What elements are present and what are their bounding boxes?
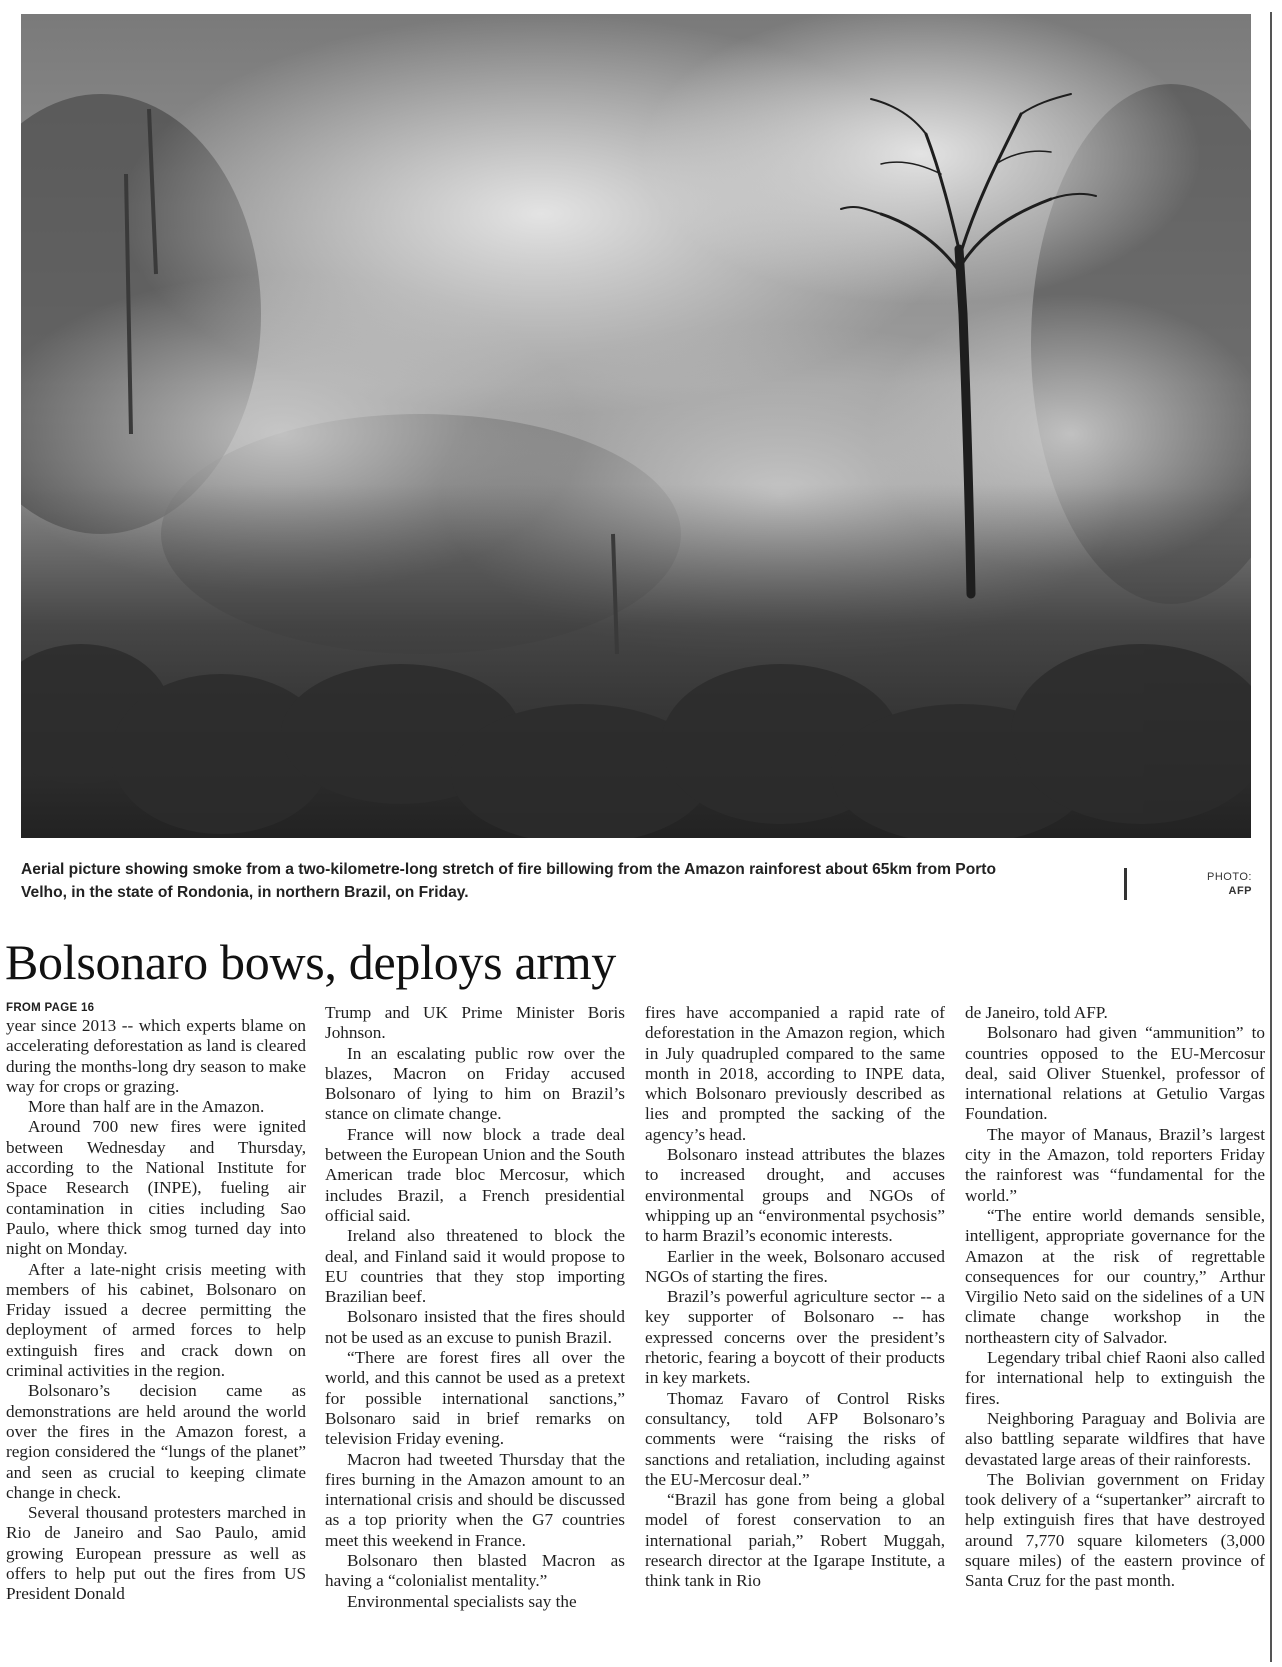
- article-headline: Bolsonaro bows, deploys army: [5, 934, 616, 990]
- paragraph: The mayor of Manaus, Brazil’s largest city in the Amazon, told reporters Friday the rainforest was “fundamental for the world.”: [965, 1124, 1265, 1205]
- article-column-4: [965, 1003, 1265, 1665]
- forest-fire-photo: [21, 14, 1251, 838]
- article-column-1: [6, 1000, 306, 1662]
- photo-credit-source: AFP: [1228, 885, 1252, 897]
- paragraph: Ireland also threatened to block the deal, and Finland said it would propose to EU countries that they stop importing Brazilian beef.: [325, 1226, 625, 1307]
- paragraph: Bolsonaro’s decision came as demonstrations are held around the world over the fires in the Amazon forest, a region considered the “lungs of the planet” and seen as crucial to keeping climate change in check.: [6, 1381, 306, 1502]
- paragraph: Bolsonaro had given “ammunition” to countries opposed to the EU-Mercosur deal, said Oliver Stuenkel, professor of international relations at Getulio Vargas Foundation.: [965, 1023, 1265, 1124]
- paragraph: Bolsonaro insisted that the fires should not be used as an excuse to punish Brazil.: [325, 1307, 625, 1347]
- paragraph: Trump and UK Prime Minister Boris Johnson.: [325, 1003, 625, 1043]
- paragraph: year since 2013 -- which experts blame on accelerating deforestation as land is cleared during the months-long dry season to make way for crops or grazing.: [6, 1016, 306, 1096]
- paragraph: Around 700 new fires were ignited between Wednesday and Thursday, according to the National Institute for Space Research (INPE), fueling air contamination in cities including Sao Paulo, where thick smog turned day into night on Monday.: [6, 1117, 306, 1259]
- paragraph: Thomaz Favaro of Control Risks consultancy, told AFP Bolsonaro’s comments were “raising the risks of sanctions and retaliation, including against the EU-Mercosur deal.”: [645, 1388, 945, 1489]
- photo-credit: [1140, 870, 1252, 898]
- paragraph: Bolsonaro then blasted Macron as having a “colonialist mentality.”: [325, 1551, 625, 1591]
- paragraph: In an escalating public row over the blazes, Macron on Friday accused Bolsonaro of lying to him on Brazil’s stance on climate change.: [325, 1043, 625, 1124]
- jump-line: FROM PAGE 16: [6, 1002, 95, 1014]
- paragraph: France will now block a trade deal between the European Union and the South American trade bloc Mercosur, which includes Brazil, a French presidential official said.: [325, 1124, 625, 1225]
- paragraph: “The entire world demands sensible, intelligent, appropriate governance for the Amazon at the risk of regrettable consequences for our country,” Arthur Virgilio Neto said on the sidelines of a UN climate change workshop in the northeastern city of Salvador.: [965, 1205, 1265, 1347]
- paragraph: Several thousand protesters marched in Rio de Janeiro and Sao Paulo, amid growing European pressure as well as offers to help put out the fires from US President Donald: [6, 1503, 306, 1604]
- paragraph: Environmental specialists say the: [347, 1591, 577, 1611]
- paragraph: fires have accompanied a rapid rate of deforestation in the Amazon region, which in July quadrupled compared to the same month in 2018, according to INPE data, which Bolsonaro previously described as lies and prompted the sacking of the agency’s head.: [645, 1003, 945, 1144]
- paragraph: “Brazil has gone from being a global model of forest conservation to an international pariah,” Robert Muggah, research director at the Igarape Institute, a think tank in Rio: [645, 1490, 945, 1591]
- paragraph: More than half are in the Amazon.: [28, 1097, 265, 1117]
- photo-caption: Aerial picture showing smoke from a two-kilometre-long stretch of fire billowing from the Amazon rainforest about 65km from Porto Velho, in the state of Rondonia, in northern Brazil, on Friday.: [21, 861, 997, 901]
- paragraph: de Janeiro, told AFP.: [965, 1003, 1108, 1022]
- paragraph: Neighboring Paraguay and Bolivia are also battling separate wildfires that have devastated large areas of their rainforests.: [965, 1408, 1265, 1469]
- paragraph: Earlier in the week, Bolsonaro accused NGOs of starting the fires.: [645, 1246, 945, 1286]
- paragraph: After a late-night crisis meeting with members of his cabinet, Bolsonaro on Friday issued a decree permitting the deployment of armed forces to help extinguish fires and crack down on criminal activities in the region.: [6, 1259, 306, 1381]
- caption-divider: [1124, 868, 1127, 900]
- paragraph: Legendary tribal chief Raoni also called for international help to extinguish the fires.: [965, 1348, 1265, 1408]
- photo-credit-label: PHOTO:: [1207, 871, 1252, 883]
- article-column-3: [645, 1003, 945, 1665]
- paragraph: Brazil’s powerful agriculture sector -- a key supporter of Bolsonaro -- has expressed concerns over the president’s rhetoric, fearing a boycott of their products in key markets.: [645, 1287, 945, 1388]
- column-rule: [1270, 12, 1272, 1662]
- paragraph: Macron had tweeted Thursday that the fires burning in the Amazon amount to an international crisis and should be discussed as a top priority when the G7 countries meet this weekend in France.: [325, 1449, 625, 1550]
- paragraph: “There are forest fires all over the world, and this cannot be used as a pretext for possible international sanctions,” Bolsonaro said in brief remarks on television Friday evening.: [325, 1348, 625, 1449]
- paragraph: Bolsonaro instead attributes the blazes to increased drought, and accuses environmental groups and NGOs of whipping up an “environmental psychosis” to harm Brazil’s economic interests.: [645, 1145, 945, 1246]
- article-column-2: [325, 1003, 625, 1665]
- paragraph: The Bolivian government on Friday took delivery of a “supertanker” aircraft to help extinguish fires that have destroyed around 7,770 square kilometers (3,000 square miles) of the eastern province of Santa Cruz for the past month.: [965, 1469, 1265, 1591]
- photo-illustration: [21, 14, 1251, 838]
